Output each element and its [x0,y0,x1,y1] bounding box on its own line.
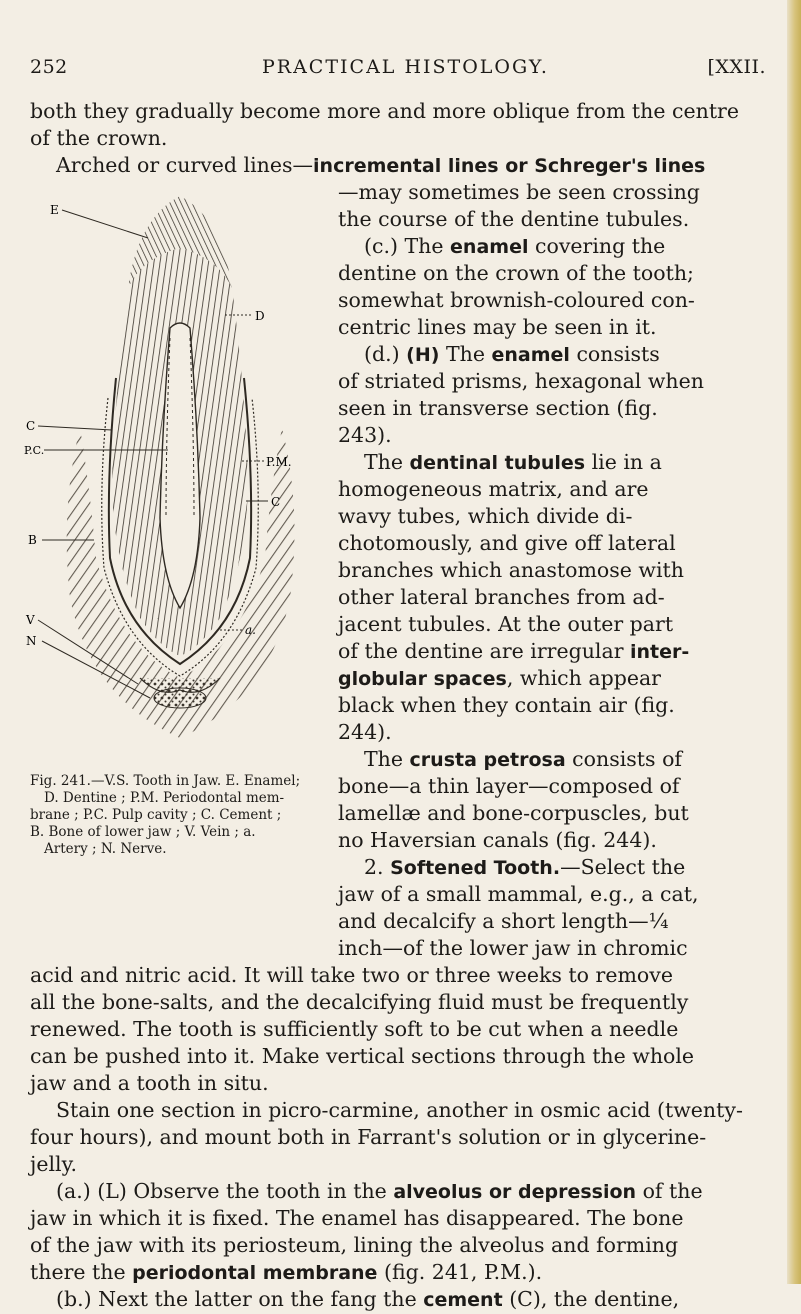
tooth-drawing [38,196,295,738]
text-line: can be pushed into it. Make vertical sections through the whole [30,1044,695,1068]
text-line: jacent tubules. At the outer part [338,612,674,636]
closing-paragraphs [30,962,770,1313]
caption-line: brane ; P.C. Pulp cavity ; C. Cement ; [30,807,282,823]
text-line: The crusta petrosa consists of [364,747,682,771]
text-line: both they gradually become more and more oblique from the centre [30,99,739,123]
text-line: 243). [338,423,392,447]
text-line: jaw of a small mammal, e.g., a cat, [338,882,699,906]
text-line: chotomously, and give off lateral [338,531,676,555]
tooth-figure [20,178,342,766]
text-line: jelly. [30,1152,77,1176]
text-line: no Haversian canals (fig. 244). [338,828,657,852]
text-line: (c.) The enamel covering the [364,234,666,258]
text-line: (b.) Next the latter on the fang the cement (C), the dentine, [56,1287,680,1311]
text-line: branches which anastomose with [338,558,684,582]
label-cement-left: C [26,419,36,433]
text-line: jaw in which it is fixed. The enamel has disappeared. The bone [30,1206,684,1230]
opening-paragraph [30,98,770,179]
text-line: jaw and a tooth in situ. [30,1071,269,1095]
figure-caption [30,773,328,858]
page-edge [787,0,801,1284]
label-cement-right: C [271,495,281,509]
label-artery: a. [245,623,256,637]
label-bone: B [28,533,37,547]
text-line: all the bone-salts, and the decalcifying fluid must be frequently [30,990,689,1014]
running-header [30,56,766,86]
text-line: bone—a thin layer—composed of [338,774,680,798]
section-heading-line: 2. Softened Tooth.—Select the [364,855,686,879]
label-pulp-cavity: P.C. [24,444,45,457]
right-column [338,179,758,962]
label-vein: V [26,613,35,627]
text-line: of the jaw with its periosteum, lining the alveolus and forming [30,1233,679,1257]
text-line: wavy tubes, which divide di- [338,504,633,528]
caption-line: D. Dentine ; P.M. Periodontal mem- [44,790,285,806]
label-enamel: E [50,203,59,217]
running-title: PRACTICAL HISTOLOGY. [262,56,549,78]
page-number: 252 [30,56,68,78]
text-line: centric lines may be seen in it. [338,315,657,339]
chapter-marker: [XXII. [707,56,766,78]
text-line: of the dentine are irregular inter- [338,639,690,663]
text-line: the course of the dentine tubules. [338,207,690,231]
text-line: homogeneous matrix, and are [338,477,649,501]
label-periodontal-membrane: P.M. [266,455,292,469]
text-line: somewhat brownish-coloured con- [338,288,695,312]
text-line: four hours), and mount both in Farrant's solution or in glycerine- [30,1125,707,1149]
text-line: of striated prisms, hexagonal when [338,369,704,393]
text-line: other lateral branches from ad- [338,585,665,609]
text-line: globular spaces, which appear [338,666,661,690]
text-line: 244). [338,720,392,744]
text-line: acid and nitric acid. It will take two or three weeks to remove [30,963,673,987]
text-line: Arched or curved lines—incremental lines or Schreger's lines [56,153,706,177]
text-line: black when they contain air (fig. [338,693,675,717]
text-line: there the periodontal membrane (fig. 241, P.M.). [30,1260,543,1284]
text-line: and decalcify a short length—¼ [338,909,669,933]
text-line: Stain one section in picro-carmine, another in osmic acid (twenty- [56,1098,743,1122]
caption-line: B. Bone of lower jaw ; V. Vein ; a. [30,824,256,840]
text-line: renewed. The tooth is sufficiently soft to be cut when a needle [30,1017,679,1041]
text-line: inch—of the lower jaw in chromic [338,936,688,960]
text-line: seen in transverse section (fig. [338,396,658,420]
text-line: dentine on the crown of the tooth; [338,261,694,285]
text-line: —may sometimes be seen crossing [338,180,700,204]
label-nerve: N [26,634,37,648]
text-line: of the crown. [30,126,168,150]
caption-line: Artery ; N. Nerve. [44,841,167,857]
text-line: The dentinal tubules lie in a [364,450,662,474]
text-line: (d.) (H) The enamel consists [364,342,660,366]
text-line: (a.) (L) Observe the tooth in the alveolus or depression of the [56,1179,703,1203]
text-line: lamellæ and bone-corpuscles, but [338,801,689,825]
label-dentine: D [255,309,265,323]
caption-line: Fig. 241.—V.S. Tooth in Jaw. E. Enamel; [30,773,301,789]
